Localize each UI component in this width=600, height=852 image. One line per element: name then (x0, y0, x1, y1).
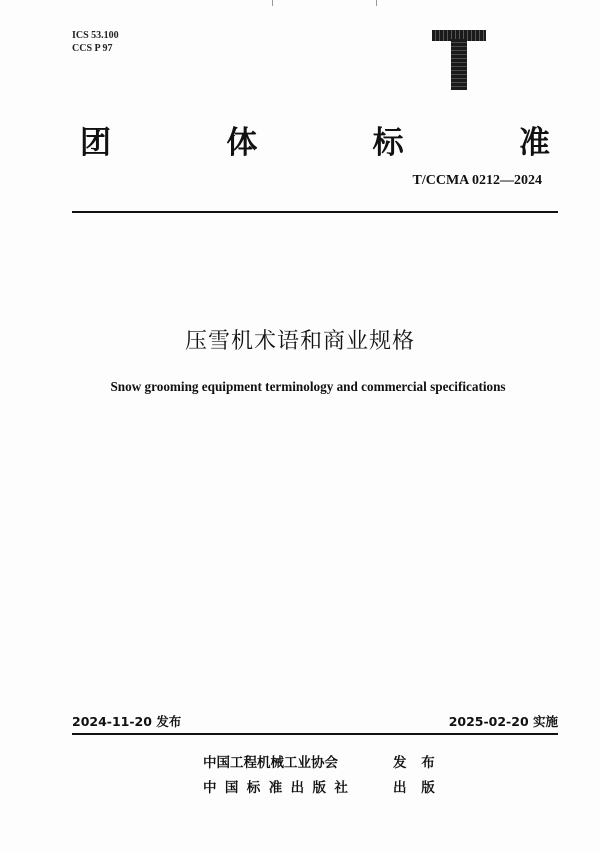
classification-codes (72, 29, 119, 55)
top-divider (72, 211, 558, 213)
category-char: 体 (226, 125, 258, 161)
publisher-org: 中国标准出版社 (203, 780, 357, 796)
publisher-org: 中国工程机械工业协会 (203, 755, 338, 771)
publisher-action: 发 布 (393, 755, 440, 771)
chinese-title: 压雪机术语和商业规格 (184, 329, 415, 354)
publisher-action: 出 版 (393, 780, 440, 796)
category-char: 标 (372, 125, 404, 161)
implementation-date: 2025-02-20 实施 (448, 714, 558, 729)
standard-number: T/CCMA 0212—2024 (412, 173, 542, 188)
standard-category (80, 117, 550, 162)
logo-stem (451, 39, 467, 90)
release-date: 2024-11-20 发布 (72, 714, 182, 729)
publisher-line (203, 776, 440, 796)
english-title: Snow grooming equipment terminology and commercial specifications (110, 379, 506, 394)
ics-code: ICS 53.100 (72, 30, 119, 41)
bottom-divider (72, 733, 558, 735)
scan-mark (272, 0, 273, 6)
category-char: 团 (80, 125, 111, 161)
category-char: 准 (518, 125, 550, 161)
ccs-code: CCS P 97 (72, 43, 113, 54)
t-logo-icon (432, 30, 486, 90)
scan-mark (376, 0, 377, 6)
publisher-line (203, 751, 440, 771)
